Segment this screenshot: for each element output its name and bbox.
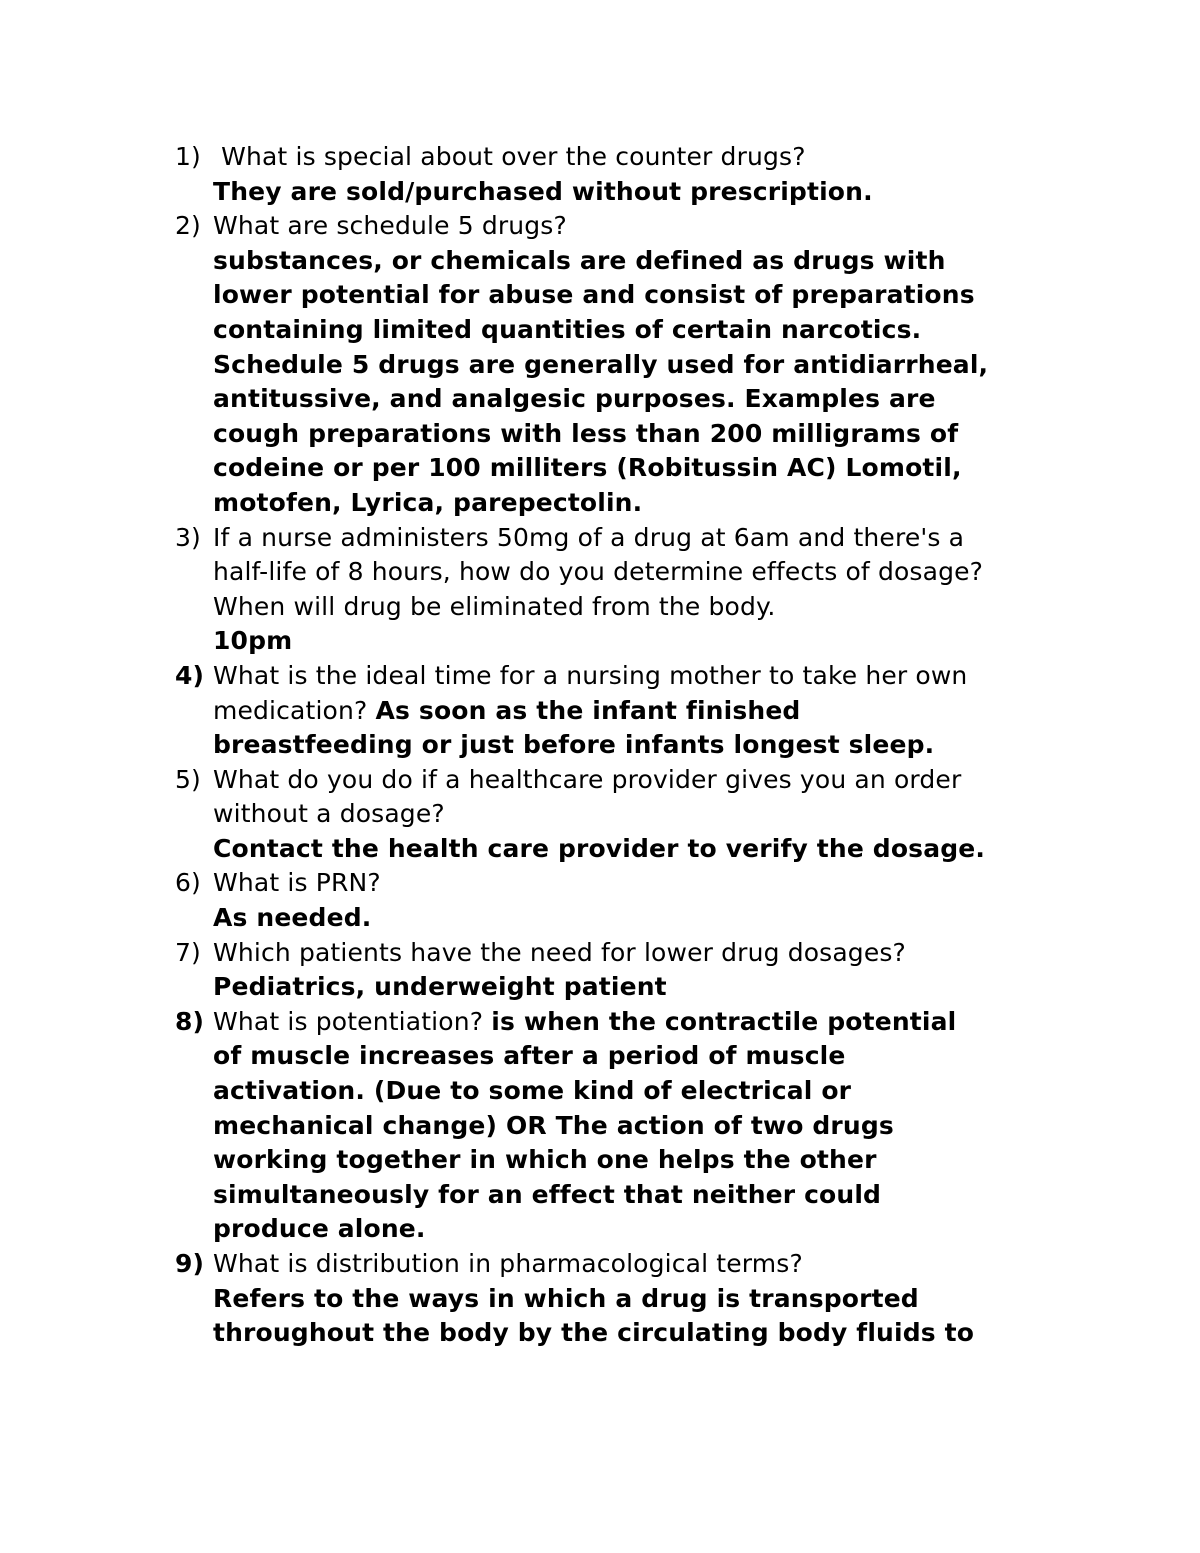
- answer-text: antitussive, and analgesic purposes. Examples are: [213, 384, 936, 414]
- item-number: 3): [175, 522, 201, 552]
- question-text: without a dosage?: [213, 799, 445, 829]
- text-line: [213, 348, 1095, 383]
- text-line: [213, 1212, 1095, 1247]
- question-text: When will drug be eliminated from the body.: [213, 591, 776, 621]
- item-number: 9): [175, 1249, 205, 1278]
- answer-text: They are sold/purchased without prescription.: [213, 176, 873, 206]
- text-line: [213, 555, 1095, 590]
- answer-text: breastfeeding or just before infants longest sleep.: [213, 730, 935, 760]
- text-line: [213, 244, 1095, 279]
- text-line: [213, 728, 1095, 763]
- item-body: [213, 763, 1095, 867]
- list-item: [175, 209, 1095, 520]
- answer-text: Pediatrics, underweight patient: [213, 972, 667, 1002]
- text-line: [213, 1143, 1095, 1178]
- question-text: medication?: [213, 695, 376, 725]
- text-line: [213, 590, 1095, 625]
- list-item: [175, 659, 1095, 763]
- item-number: 5): [175, 764, 201, 794]
- text-line: [213, 140, 1095, 175]
- text-line: [213, 417, 1095, 452]
- text-line: [213, 832, 1095, 867]
- text-line: [213, 382, 1095, 417]
- item-number: 4): [175, 660, 205, 690]
- text-line: [213, 694, 1095, 729]
- text-line: [213, 1039, 1095, 1074]
- question-text: Which patients have the need for lower drug dosages?: [213, 937, 906, 967]
- answer-text: As soon as the infant finished: [375, 695, 801, 725]
- question-text: What is PRN?: [213, 868, 381, 898]
- answer-text: mechanical change) OR The action of two drugs: [213, 1110, 894, 1140]
- list-item: [175, 763, 1095, 867]
- answer-text: motofen, Lyrica, parepectolin.: [213, 487, 643, 517]
- text-line: [213, 901, 1095, 936]
- text-line: [213, 659, 1095, 694]
- answer-text: is when the contractile potential: [491, 1006, 957, 1036]
- text-line: [213, 1074, 1095, 1109]
- text-line: [213, 278, 1095, 313]
- text-line: [213, 797, 1095, 832]
- question-text: What are schedule 5 drugs?: [213, 211, 567, 241]
- question-text: What is distribution in pharmacological terms?: [213, 1249, 803, 1278]
- text-line: [213, 1282, 1095, 1317]
- text-line: [213, 1178, 1095, 1213]
- text-line: [213, 866, 1095, 901]
- item-number: 8): [175, 1006, 205, 1036]
- answer-text: containing limited quantities of certain narcotics.: [213, 314, 922, 344]
- question-text: What do you do if a healthcare provider gives you an order: [213, 764, 962, 794]
- answer-text: lower potential for abuse and consist of preparations: [213, 280, 975, 310]
- text-line: [213, 1005, 1095, 1040]
- answer-text: simultaneously for an effect that neither could: [213, 1179, 882, 1209]
- item-number: 1): [175, 142, 201, 171]
- question-text: What is special about over the counter drugs?: [213, 142, 806, 171]
- text-line: [213, 1316, 1095, 1351]
- question-answer-list: [175, 140, 1095, 1351]
- item-body: [213, 521, 1095, 659]
- list-item: [175, 1247, 1095, 1351]
- answer-text: Refers to the ways in which a drug is transported: [213, 1283, 919, 1313]
- answer-text: As needed.: [213, 903, 372, 933]
- item-number: 7): [175, 937, 201, 967]
- item-number: 2): [175, 211, 201, 241]
- question-text: What is the ideal time for a nursing mother to take her own: [213, 660, 968, 690]
- item-body: [213, 1005, 1095, 1247]
- answer-text: codeine or per 100 milliters (Robitussin AC) Lomotil,: [213, 453, 962, 483]
- list-item: [175, 936, 1095, 1005]
- question-text: If a nurse administers 50mg of a drug at 6am and there's a: [213, 522, 965, 552]
- text-line: [213, 1247, 1095, 1282]
- item-body: [213, 1247, 1095, 1351]
- answer-text: of muscle increases after a period of muscle: [213, 1041, 846, 1071]
- text-line: [213, 970, 1095, 1005]
- item-body: [213, 936, 1095, 1005]
- answer-text: 10pm: [213, 626, 293, 656]
- text-line: [213, 486, 1095, 521]
- question-text: What is potentiation?: [213, 1006, 492, 1036]
- text-line: [213, 1109, 1095, 1144]
- text-line: [213, 313, 1095, 348]
- list-item: [175, 140, 1095, 209]
- answer-text: Schedule 5 drugs are generally used for antidiarrheal,: [213, 349, 989, 379]
- question-text: half-life of 8 hours, how do you determine effects of dosage?: [213, 557, 984, 587]
- answer-text: cough preparations with less than 200 milligrams of: [213, 418, 959, 448]
- text-line: [213, 175, 1095, 210]
- list-item: [175, 1005, 1095, 1247]
- answer-text: substances, or chemicals are defined as drugs with: [213, 245, 946, 275]
- item-body: [213, 866, 1095, 935]
- answer-text: throughout the body by the circulating body fluids to: [213, 1318, 975, 1348]
- text-line: [213, 451, 1095, 486]
- text-line: [213, 763, 1095, 798]
- text-line: [213, 209, 1095, 244]
- answer-text: produce alone.: [213, 1214, 426, 1244]
- text-line: [213, 521, 1095, 556]
- text-line: [213, 936, 1095, 971]
- answer-text: working together in which one helps the other: [213, 1145, 877, 1175]
- answer-text: Contact the health care provider to verify the dosage.: [213, 833, 986, 863]
- item-body: [213, 209, 1095, 520]
- text-line: [213, 624, 1095, 659]
- list-item: [175, 521, 1095, 659]
- answer-text: activation. (Due to some kind of electrical or: [213, 1076, 852, 1106]
- item-body: [213, 659, 1095, 763]
- item-number: 6): [175, 868, 201, 898]
- list-item: [175, 866, 1095, 935]
- item-body: [213, 140, 1095, 209]
